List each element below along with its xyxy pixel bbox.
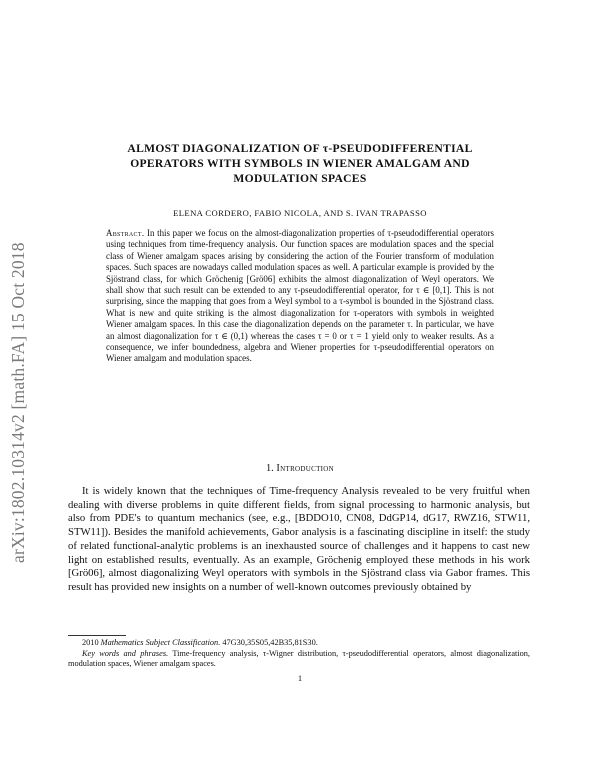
abstract-text: In this paper we focus on the almost-diagonalization properties of τ-pseudodifferential operators using techniques from time-frequency analysis. Our function spaces are modulation spaces and the special class of Wiener amalgam spaces arising by considering the action of the Fourier transform of modulation spaces. Such spaces are nowadays called modulation spaces as well. A particular example is provided by the Sjöstrand class, for which Gröchenig [Grö06] exhibits the almost diagonalization of Weyl operators. We shall show that such result can be extended to any τ-pseudodifferential operator, for τ ∈ [0,1]. This is not surprising, since the mapping that goes from a Weyl symbol to a τ-symbol is bounded in the Sjöstrand class. What is new and quite striking is the almost diagonalization for τ-operators with symbols in weighted Wiener amalgam spaces. In this case the diagonalization depends on the parameter τ. In particular, we have an almost diagonalization for τ ∈ (0,1) whereas the cases τ = 0 or τ = 1 yield only to weaker results. As a consequence, we infer boundedness, algebra and Wiener properties for τ-pseudodifferential operators on Wiener amalgam and modulation spaces. (106, 228, 495, 364)
section-title: Introduction (276, 463, 335, 474)
paper-title (70, 141, 530, 186)
title-line-2: OPERATORS WITH SYMBOLS IN WIENER AMALGAM AND (130, 157, 470, 170)
keywords-text: Time-frequency analysis, τ-Wigner distribution, τ-pseudodifferential operators, almost diagonalization, modulation spaces, Wiener amalgam spaces. (68, 649, 530, 669)
footnote-keywords (68, 649, 530, 670)
title-line-1: ALMOST DIAGONALIZATION OF τ-PSEUDODIFFERENTIAL (127, 142, 473, 155)
authors: ELENA CORDERO, FABIO NICOLA, AND S. IVAN TRAPASSO (173, 208, 427, 218)
abstract (106, 228, 494, 365)
msc-year: 2010 (82, 638, 99, 647)
intro-paragraph: It is widely known that the techniques of Time-frequency Analysis revealed to be very fruitful when dealing with diverse problems in quite different fields, from signal processing to harmonic analysis, but also from PDE's to quantum mechanics (see, e.g., [BDDO10, CN08, DdGP14, dG17, RWZ16, STW11, STW11]). Besides the manifold achievements, Gabor analysis is a fascinating discipline in itself: the study of related functional-analytic problems is an inexhausted source of challenges and it happens to cast new light on established results, eventually. As an example, Gröchenig employed these methods in his work [Grö06], almost diagonalizing Weyl operators with symbols in the Sjöstrand class via Gabor frames. This result has provided new insights on a number of well-known outcomes previously obtained by (68, 485, 530, 593)
section-heading (70, 463, 530, 474)
keywords-label: Key words and phrases. (82, 649, 169, 658)
footnote-msc (68, 638, 530, 648)
page-number: 1 (297, 673, 303, 683)
footnote-rule (68, 635, 126, 636)
arxiv-stamp: arXiv:1802.10314v2 [math.FA] 15 Oct 2018 (8, 242, 28, 563)
title-line-3: MODULATION SPACES (233, 172, 367, 185)
abstract-label: Abstract. (106, 228, 145, 238)
section-number: 1. (265, 463, 274, 474)
msc-codes: 47G30,35S05,42B35,81S30. (222, 638, 318, 647)
msc-label: Mathematics Subject Classification. (100, 638, 221, 647)
